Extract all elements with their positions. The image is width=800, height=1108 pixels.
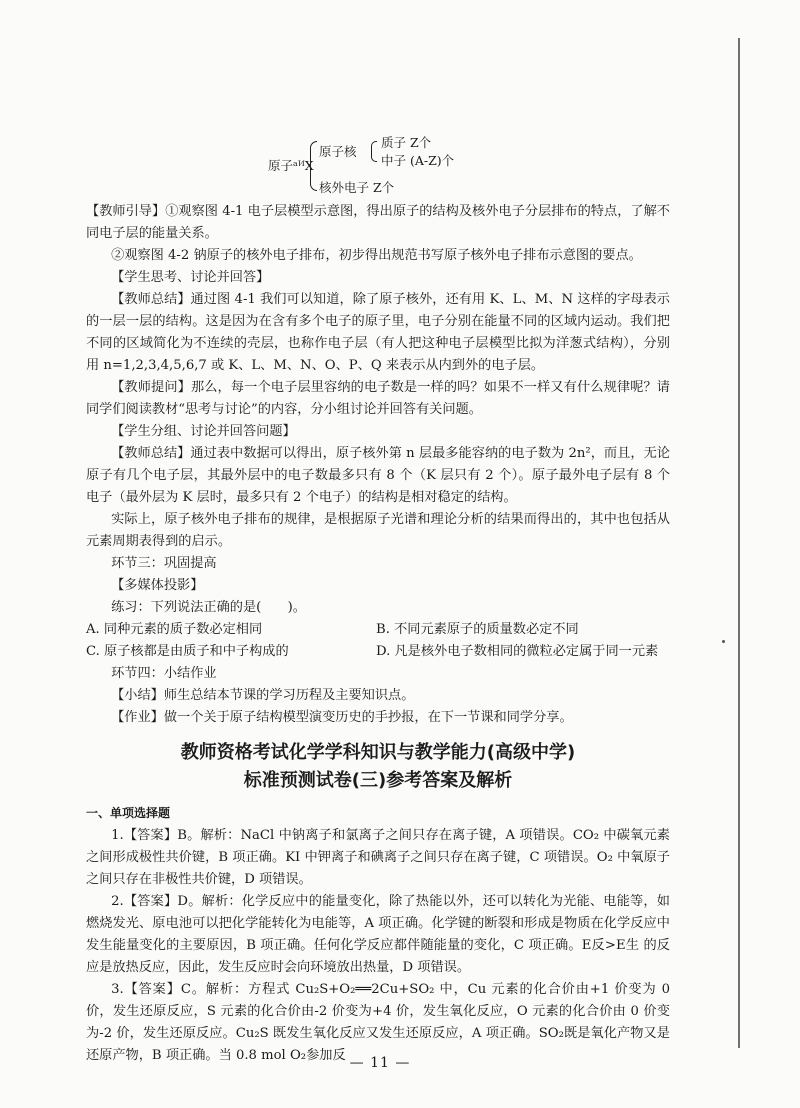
answer-key-subtitle: 标准预测试卷(三)参考答案及解析: [243, 770, 513, 791]
teacher-question-paragraph: 【教师提问】那么，每一个电子层里容纳的电子数是一样的吗？如果不一样又有什么规律呢？请同学们阅读教材“思考与讨论”的内容，分小组讨论并回答有关问题。: [86, 380, 670, 417]
option-c: C. 原子核都是由质子和中子构成的: [86, 644, 289, 659]
stage-three-heading: 环节三：巩固提高: [111, 556, 217, 571]
answer-1: 1.【答案】B。解析：NaCl 中钠离子和氯离子之间只存在离子键，A 项错误。CO₂ 中碳氧元素之间形成极性共价键，B 项正确。KI 中钾离子和碘离子之间只存在离子键，C 项错误。O₂ 中氧原子之间只存在非极性共价键，D 项错误。: [86, 828, 670, 887]
observe-figure-paragraph: ②观察图 4-2 钠原子的核外电子排布，初步得出规范书写原子核外电子排布示意图的要点。: [111, 248, 642, 263]
proton-label: 质子 Z个: [381, 135, 432, 150]
atom-label: 原子ᵃᴻX: [268, 158, 314, 173]
atom-structure-diagram: [268, 132, 498, 198]
page-number: — 11 —: [349, 1055, 411, 1071]
teacher-summary-paragraph: 【教师总结】通过图 4-1 我们可以知道，除了原子核外，还有用 K、L、M、N 这样的字母表示的一层一层的结构。这是因为在含有多个电子的原子里，电子分别在能量不同的区域内运动。我们把不同的区域简化为不连续的壳层，也称作电子层（有人把这种电子层模型比拟为洋葱式结构），分别用 n=1,2,3,4,5,6,7 或 K、L、M、N、O、P、Q 来表示从内到外的电子层。: [86, 292, 670, 373]
answer-3: 3.【答案】C。解析：方程式 Cu₂S+O₂══2Cu+SO₂ 中，Cu 元素的化合价由+1 价变为 0 价，发生还原反应，S 元素的化合价由-2 价变为+4 价，发生氧化反应，O 元素的化合价由 0 价变为-2 价，发生还原反应。Cu₂S 既发生氧化反应又发生还原反应，A 项正确。SO₂既是氧化产物又是还原产物，B 项正确。当 0.8 mol O₂参加反: [86, 982, 670, 1063]
homework-paragraph: 【作业】做一个关于原子结构模型演变历史的手抄报，在下一节课和同学分享。: [111, 710, 573, 725]
answer-2: 2.【答案】D。解析：化学反应中的能量变化，除了热能以外，还可以转化为光能、电能等，如燃烧发光、原电池可以把化学能转化为电能等，A 项正确。化学键的断裂和形成是物质在化学反应中发生能量变化的主要原因，B 项正确。任何化学反应都伴随能量的变化，C 项正确。E反>E生 的反应是放热反应，因此，发生反应时会向环境放出热量，D 项错误。: [86, 894, 670, 975]
option-b: B. 不同元素原子的质量数必定不同: [376, 622, 579, 637]
summary-paragraph: 【小结】师生总结本节课的学习历程及主要知识点。: [111, 688, 415, 703]
multimedia-heading: 【多媒体投影】: [111, 578, 204, 593]
exercise-question: 练习：下列说法正确的是( )。: [111, 600, 306, 615]
scan-speck: [722, 640, 725, 643]
student-think-heading: 【学生思考、讨论并回答】: [111, 270, 270, 285]
teacher-guide-paragraph: 【教师引导】①观察图 4-1 电子层模型示意图，得出原子的结构及核外电子分层排布的特点，了解不同电子层的能量关系。: [86, 204, 670, 241]
outer-electron-label: 核外电子 Z个: [319, 180, 395, 195]
page-edge-line: [738, 38, 740, 1048]
neutron-label: 中子 (A-Z)个: [381, 153, 455, 168]
conclusion-paragraph: 实际上，原子核外电子排布的规律，是根据原子光谱和理论分析的结果而得出的，其中也包括从元素周期表得到的启示。: [86, 512, 670, 549]
stage-four-heading: 环节四：小结作业: [111, 666, 217, 681]
option-d: D. 凡是核外电子数相同的微粒必定属于同一元素: [376, 644, 659, 659]
section-heading: 一、单项选择题: [86, 806, 171, 820]
nucleus-label: 原子核: [319, 144, 357, 159]
nucleus-brace: [371, 141, 377, 162]
student-group-heading: 【学生分组、讨论并回答问题】: [111, 424, 296, 439]
option-a: A. 同种元素的质子数必定相同: [86, 622, 263, 637]
answer-key-title: 教师资格考试化学学科知识与教学能力(高级中学): [180, 742, 576, 763]
atom-brace: [310, 141, 317, 191]
teacher-summary-2-paragraph: 【教师总结】通过表中数据可以得出，原子核外第 n 层最多能容纳的电子数为 2n²，而且，无论原子有几个电子层，其最外层中的电子数最多只有 8 个（K 层只有 2 个）。原子最外电子层有 8 个电子（最外层为 K 层时，最多只有 2 个电子）的结构是相对稳定的结构。: [86, 446, 670, 505]
